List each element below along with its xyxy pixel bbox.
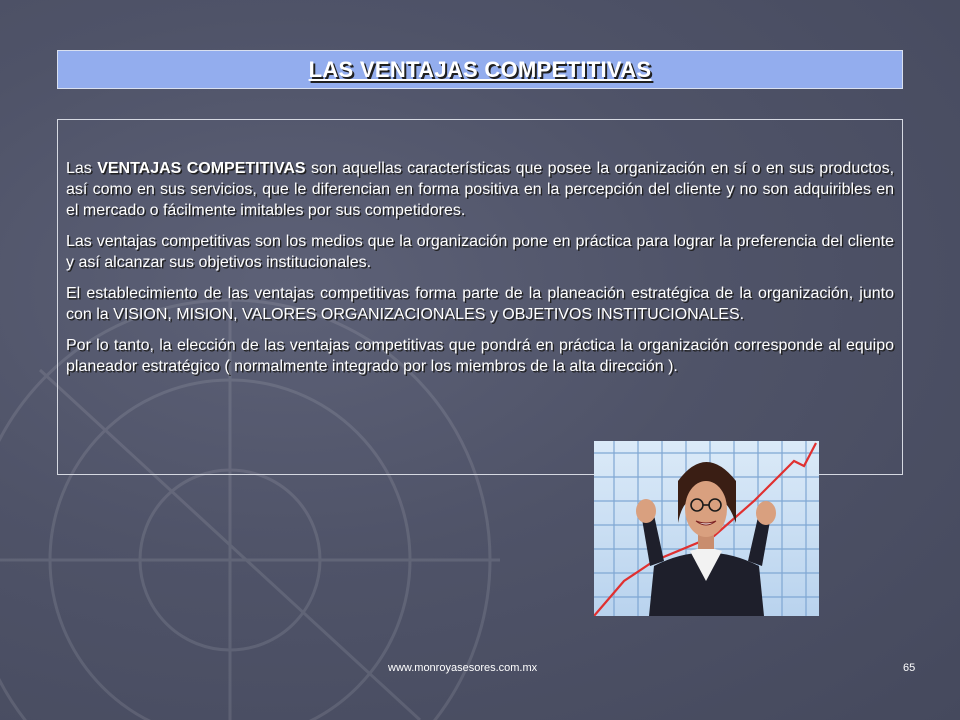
paragraph-1 (66, 158, 894, 221)
paragraph-4: Por lo tanto, la elección de las ventajas competitivas que pondrá en práctica la organización corresponde al equipo planeador estratégico ( normalmente integrado por los miembros de la alta dirección ). (66, 337, 894, 375)
title-bar (57, 50, 903, 89)
paragraph-3: El establecimiento de las ventajas competitivas forma parte de la planeación estratégica de la organización, junto con la VISION, MISION, VALORES ORGANIZACIONALES y OBJETIVOS INSTITUCIONALES. (66, 285, 894, 323)
paragraph-1-rest: son aquellas características que posee la organización en sí o en sus productos, así como en sus servicios, que le diferencian en forma positiva en la percepción del cliente y no son adquiribles en el mercado o fácilmente imitables por sus competidores. (66, 160, 895, 219)
paragraph-1-bold: VENTAJAS COMPETITIVAS (97, 160, 306, 177)
slide-title: LAS VENTAJAS COMPETITIVAS (308, 56, 652, 82)
footer-url: www.monroyasesores.com.mx (388, 662, 538, 674)
businesswoman-celebrating-icon (594, 441, 819, 616)
businesswoman-photo (594, 441, 819, 616)
paragraph-2: Las ventajas competitivas son los medios que la organización pone en práctica para lograr la preferencia del cliente y así alcanzar sus objetivos institucionales. (66, 233, 894, 271)
content-box (57, 119, 903, 475)
page-number: 65 (903, 662, 916, 674)
paragraph-1-lead: Las (66, 160, 98, 177)
